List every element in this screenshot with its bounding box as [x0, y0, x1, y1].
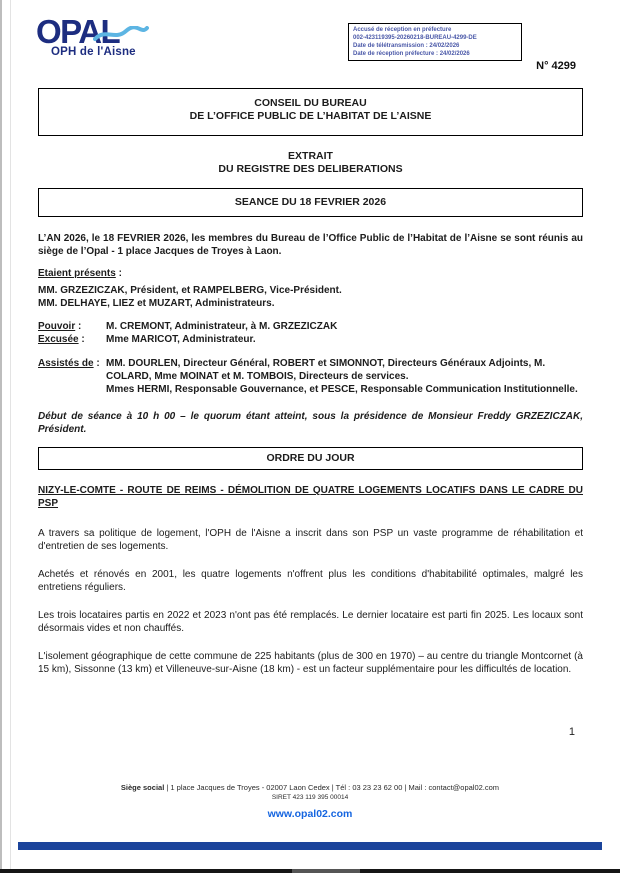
present-members [38, 284, 583, 310]
prefecture-stamp [348, 23, 522, 61]
footer-website-link[interactable]: www.opal02.com [267, 808, 353, 820]
pouvoir-row [38, 320, 583, 333]
assistes-text [106, 357, 583, 396]
present-line-1: MM. GRZEZICZAK, Président, et RAMPELBERG, Vice-Président. [38, 285, 342, 296]
body-paragraph-4: L'isolement géographique de cette commune de 225 habitants (plus de 300 en 1970) – au centre du triangle Montcornet (à 15 km), Sissonne (13 km) et Villeneuve-sur-Aisne (18 km) - est un facteur supplémentaire pour les difficultés de location. [38, 651, 583, 675]
intro-paragraph: L’AN 2026, le 18 FEVRIER 2026, les membres du Bureau de l’Office Public de l’Habitat de l’Aisne se sont réunis au siège de l’Opal - 1 place Jacques de Troyes à Laon. [38, 233, 583, 257]
assistes-label [38, 357, 106, 396]
excusee-row [38, 333, 583, 346]
seance-box: SEANCE DU 18 FEVRIER 2026 [38, 188, 583, 217]
stamp-line-4: Date de réception préfecture : 24/02/2026 [353, 51, 470, 57]
opal-logo [36, 13, 166, 58]
assistes-row [38, 357, 583, 396]
opal-logo-subtitle: OPH de l'Aisne [51, 46, 136, 58]
pouvoir-label-colon: : [75, 321, 82, 332]
quorum-paragraph: Début de séance à 10 h 00 – le quorum étant atteint, sous la présidence de Monsieur Freddy GRZEZICZAK, Président. [38, 411, 583, 435]
footer-navy-bar [18, 842, 602, 850]
document-body [38, 88, 583, 676]
excusee-label-text: Excusée [38, 334, 79, 345]
stamp-line-2: 002-423119395-20260218-BUREAU-4299-DE [353, 35, 477, 41]
scan-left-edge [0, 0, 2, 873]
pouvoir-label-text: Pouvoir [38, 321, 76, 332]
extrait-heading [38, 150, 583, 176]
excusee-text: Mme MARICOT, Administrateur. [106, 334, 256, 345]
title-line-2: DE L’OFFICE PUBLIC DE L’HABITAT DE L’AISNE [189, 110, 432, 122]
ordre-du-jour-box: ORDRE DU JOUR [38, 447, 583, 470]
subject-heading: NIZY-LE-COMTE - ROUTE DE REIMS - DÉMOLITION DE QUATRE LOGEMENTS LOCATIFS DANS LE CADRE DU PSP [38, 485, 583, 509]
scan-page-edge-line [10, 0, 11, 873]
body-paragraph-1: A travers sa politique de logement, l'OPH de l'Aisne a inscrit dans son PSP un vaste programme de réhabilitation et d'entretien de ses logements. [38, 528, 583, 552]
stamp-line-1: Accusé de réception en préfecture [353, 27, 452, 33]
extrait-line-1: EXTRAIT [288, 150, 333, 162]
deliberation-number: N° 4299 [536, 60, 576, 72]
pouvoir-label [38, 320, 106, 333]
footer-siege-label: Siège social [120, 783, 165, 792]
assistes-label-text: Assistés de [38, 358, 94, 369]
scan-bottom-edge-scrollbar [292, 869, 360, 873]
body-paragraph-2: Achetés et rénovés en 2001, les quatre logements n'offrent plus les conditions d'habitabilité optimales, malgré les entretiens réguliers. [38, 569, 583, 593]
opal-logo-wordmark: OPAL [36, 13, 120, 50]
page-number: 1 [568, 726, 575, 738]
extrait-line-2: DU REGISTRE DES DELIBERATIONS [218, 163, 403, 175]
assistes-line-2: Mmes HERMI, Responsable Gouvernance, et PESCE, Responsable Communication Institutionnelle. [106, 384, 578, 395]
title-line-1: CONSEIL DU BUREAU [254, 97, 367, 109]
stamp-line-3: Date de télétransmission : 24/02/2026 [353, 43, 460, 49]
assistes-line-1: MM. DOURLEN, Directeur Général, ROBERT et SIMONNOT, Directeurs Généraux Adjoints, M. COLARD, Mme MOINAT et M. TOMBOIS, Directeurs de services. [106, 358, 546, 382]
footer-siret: SIRET 423 119 395 00014 [271, 794, 349, 801]
excusee-label-colon: : [78, 334, 85, 345]
title-box [38, 88, 583, 136]
assistes-label-colon: : [93, 358, 100, 369]
body-paragraph-3: Les trois locataires partis en 2022 et 2023 n'ont pas été remplacés. Le dernier locataire est parti fin 2025. Les locaux sont désormais vides et non chauffés. [38, 610, 583, 634]
present-label-colon: : [115, 268, 122, 279]
present-line-2: MM. DELHAYE, LIEZ et MUZART, Administrateurs. [38, 298, 275, 309]
footer-siege-rest: | 1 place Jacques de Troyes - 02007 Laon Cedex | Tél : 03 23 23 62 00 | Mail : contact@opal02.com [164, 783, 500, 792]
present-label [38, 267, 583, 280]
present-label-text: Etaient présents [38, 268, 116, 279]
excusee-label [38, 333, 106, 346]
footer-address [0, 783, 620, 792]
pouvoir-text: M. CREMONT, Administrateur, à M. GRZEZICZAK [106, 321, 338, 332]
